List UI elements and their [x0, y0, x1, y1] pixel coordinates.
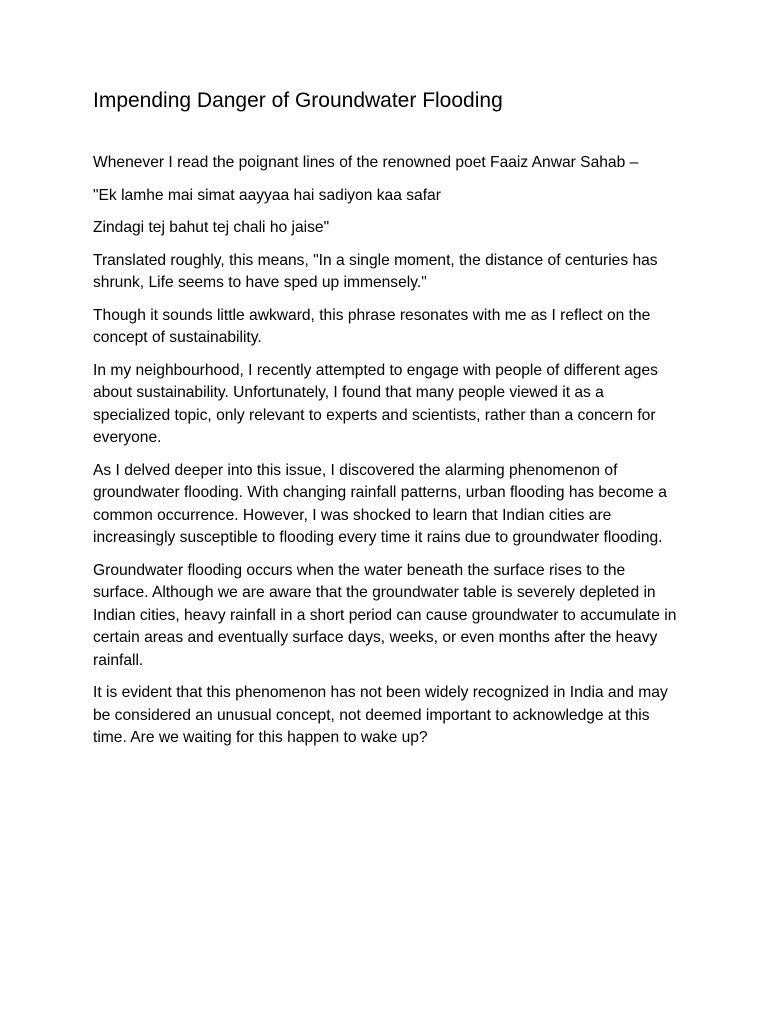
paragraph-intro: Whenever I read the poignant lines of the renowned poet Faaiz Anwar Sahab –: [93, 154, 639, 171]
paragraph-reflection: Though it sounds little awkward, this phrase resonates with me as I reflect on the concept of sustainability.: [93, 306, 651, 346]
document-body: [93, 152, 677, 750]
document-title: Impending Danger of Groundwater Flooding: [93, 89, 503, 112]
paragraph-discovery: As I delved deeper into this issue, I discovered the alarming phenomenon of groundwater flooding. With changing rainfall patterns, urban flooding has become a common occurrence. However, I was shocked to learn that Indian cities are increasingly susceptible to flooding every time it rains due to groundwater flooding.: [93, 461, 667, 546]
paragraph-conclusion: It is evident that this phenomenon has not been widely recognized in India and may be considered an unusual concept, not deemed important to acknowledge at this time. Are we waiting for this happen to wake up?: [93, 684, 668, 746]
paragraph-poem-line-2: Zindagi tej bahut tej chali ho jaise": [93, 219, 330, 236]
paragraph-poem-line-1: "Ek lamhe mai simat aayyaa hai sadiyon kaa safar: [93, 186, 441, 204]
paragraph-groundwater-definition: Groundwater flooding occurs when the water beneath the surface rises to the surface. Although we are aware that the groundwater table is severely depleted in Indian cities, heavy rainfall in a short period can cause groundwater to accumulate in certain areas and eventually surface days, weeks, or even months after the heavy rainfall.: [93, 561, 677, 669]
paragraph-neighbourhood: In my neighbourhood, I recently attempted to engage with people of different ages about sustainability. Unfortunately, I found that many people viewed it as a specialized topic, only relevant to experts and scientists, rather than a concern for everyone.: [93, 361, 658, 446]
paragraph-translation: Translated roughly, this means, "In a single moment, the distance of centuries has shrunk, Life seems to have sped up immensely.": [93, 251, 658, 291]
